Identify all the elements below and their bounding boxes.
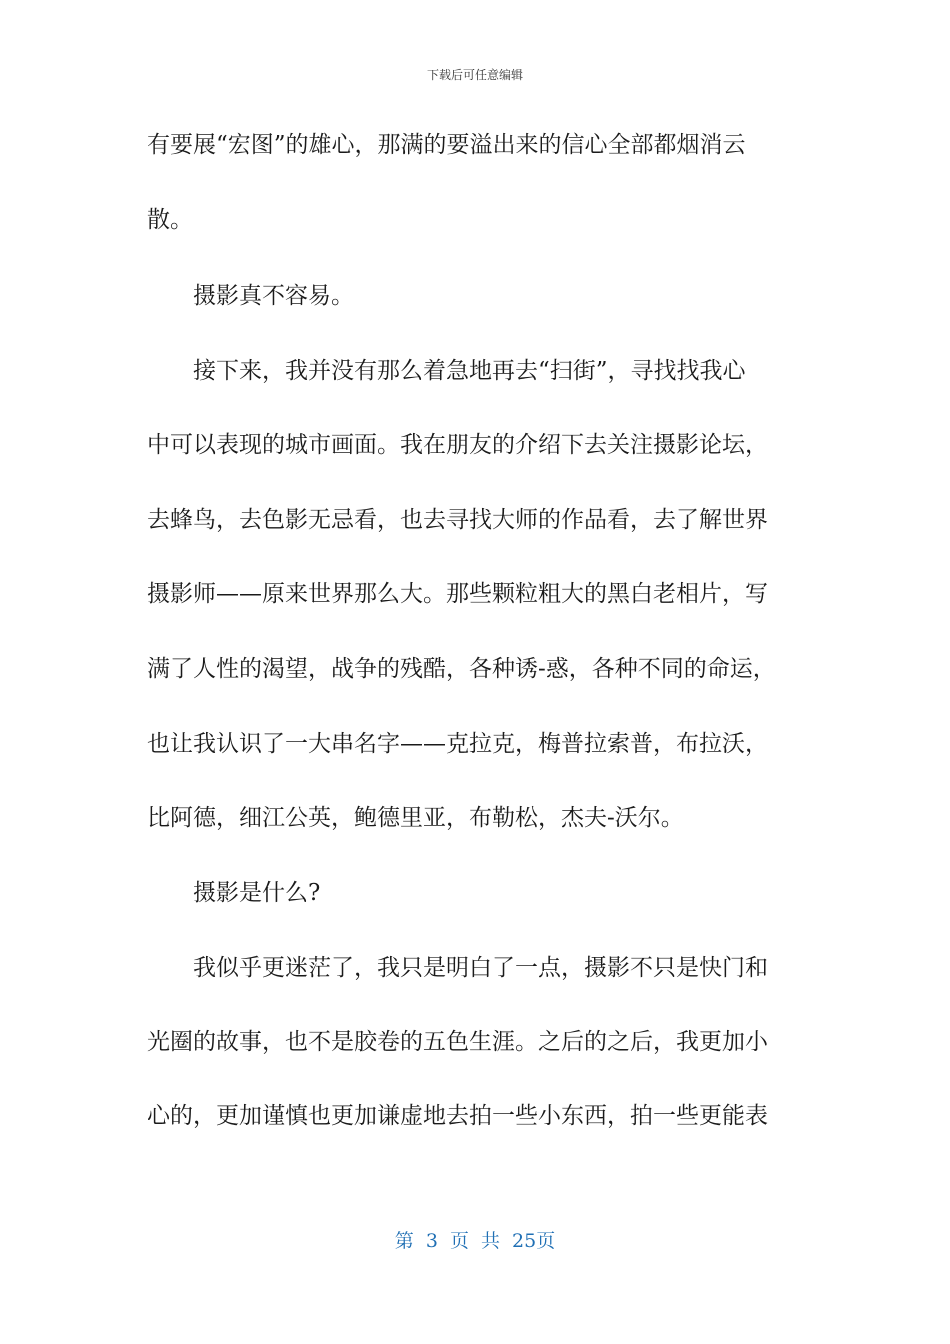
text-line: 比阿德，细江公英，鲍德里亚，布勒松，杰夫-沃尔。 <box>147 805 684 831</box>
text-line: 满了人性的渴望，战争的残酷，各种诱-惑，各种不同的命运， <box>147 656 776 682</box>
text-line: 摄影师——原来世界那么大。那些颗粒粗大的黑白老相片，写 <box>147 581 768 607</box>
text-line: 有要展“宏图”的雄心，那满的要溢出来的信心全部都烟消云 <box>147 132 746 158</box>
text-line: 光圈的故事，也不是胶卷的五色生涯。之后的之后，我更加小 <box>147 1029 768 1055</box>
text-line: 散。 <box>147 207 193 233</box>
text-line: 也让我认识了一大串名字——克拉克，梅普拉索普，布拉沃， <box>147 731 768 757</box>
text-line: 去蜂鸟，去色影无忌看，也去寻找大师的作品看，去了解世界 <box>147 507 768 533</box>
paragraph-line: 摄影是什么? <box>193 880 321 906</box>
paragraph-line: 接下来，我并没有那么着急地再去“扫街”，寻找找我心 <box>193 358 746 384</box>
page-number-footer: 第 3 页 共 25页 <box>394 1230 556 1252</box>
page-header: 下载后可任意编辑 <box>426 68 523 82</box>
paragraph-line: 我似乎更迷茫了，我只是明白了一点，摄影不只是快门和 <box>193 955 768 981</box>
paragraph-line: 摄影真不容易。 <box>193 283 354 309</box>
text-line: 心的，更加谨慎也更加谦虚地去拍一些小东西，拍一些更能表 <box>147 1103 768 1129</box>
text-line: 中可以表现的城市画面。我在朋友的介绍下去关注摄影论坛， <box>147 432 768 458</box>
